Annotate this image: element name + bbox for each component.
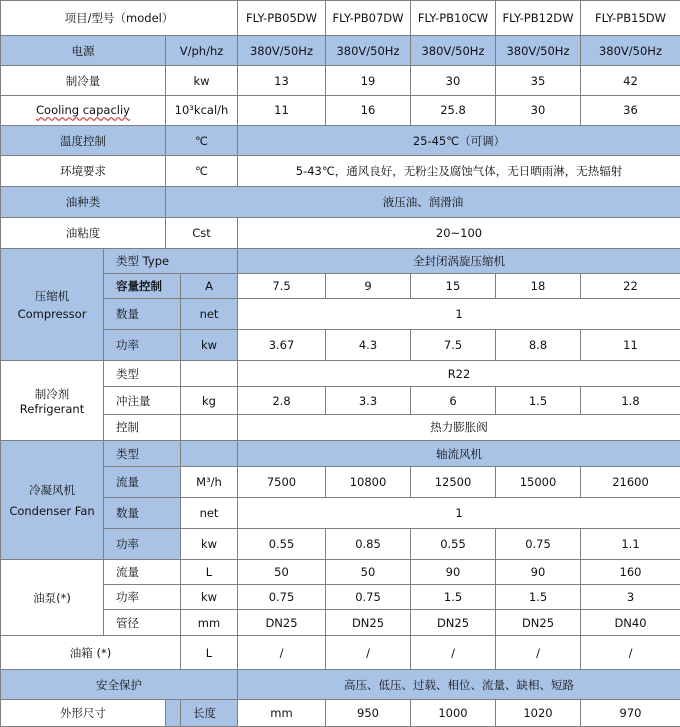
refrigerant-charge-value: 2.8 bbox=[238, 387, 326, 414]
cooling-kcal-row bbox=[1, 95, 680, 125]
fan-type-value: 轴流风机 bbox=[238, 441, 680, 467]
power-value: 380V/50Hz bbox=[326, 36, 411, 66]
fan-type-label: 类型 bbox=[104, 441, 181, 467]
power-label: 电源 bbox=[1, 36, 166, 66]
compressor-label-en: Compressor bbox=[17, 307, 87, 322]
capacity-control-value: 7.5 bbox=[238, 274, 326, 299]
pump-label: 油泵(*) bbox=[1, 559, 104, 636]
compressor-power-value: 7.5 bbox=[411, 330, 496, 361]
pump-power-label: 功率 bbox=[104, 585, 181, 610]
model-4: FLY-PB12DW bbox=[496, 1, 581, 36]
dimensions-label: 外形尺寸 bbox=[1, 700, 166, 727]
item-model-label: 项目/型号（model） bbox=[1, 1, 238, 36]
compressor-type-row bbox=[1, 249, 680, 274]
environment-label: 环境要求 bbox=[1, 156, 166, 187]
compressor-power-value: 11 bbox=[581, 330, 680, 361]
capacity-control-label: 容量控制 bbox=[104, 274, 181, 299]
fan-power-value: 1.1 bbox=[581, 529, 680, 560]
oil-viscosity-row bbox=[1, 218, 680, 249]
header-row bbox=[1, 1, 680, 36]
dim-length-unit: mm bbox=[238, 700, 326, 727]
temp-control-label: 温度控制 bbox=[1, 125, 166, 156]
pump-flow-value: 160 bbox=[581, 559, 680, 584]
fan-flow-value: 15000 bbox=[496, 467, 581, 498]
oil-tank-value: / bbox=[411, 636, 496, 669]
fan-power-value: 0.75 bbox=[496, 529, 581, 560]
cooling-kw-value: 13 bbox=[238, 66, 326, 96]
dim-length-value: 1000 bbox=[411, 700, 496, 727]
refrigerant-label bbox=[1, 361, 104, 441]
cooling-kw-value: 19 bbox=[326, 66, 411, 96]
temp-control-row bbox=[1, 125, 680, 156]
cooling-kw-value: 42 bbox=[581, 66, 680, 96]
capacity-control-value: 18 bbox=[496, 274, 581, 299]
dim-length-spacer bbox=[166, 700, 181, 727]
cooling-kw-label: 制冷量 bbox=[1, 66, 166, 96]
cooling-kcal-value: 36 bbox=[581, 95, 680, 125]
pump-power-value: 3 bbox=[581, 585, 680, 610]
pump-pipe-value: DN25 bbox=[238, 610, 326, 636]
fan-label-en: Condenser Fan bbox=[9, 503, 95, 518]
refrigerant-type-row bbox=[1, 361, 680, 387]
oil-type-row bbox=[1, 187, 680, 218]
cooling-kcal-label-cell bbox=[1, 95, 166, 125]
oil-tank-label: 油箱 (*) bbox=[1, 636, 181, 669]
pump-pipe-unit: mm bbox=[181, 610, 238, 636]
pump-pipe-value: DN40 bbox=[581, 610, 680, 636]
model-3: FLY-PB10CW bbox=[411, 1, 496, 36]
dim-length-value: 1020 bbox=[496, 700, 581, 727]
pump-flow-value: 50 bbox=[238, 559, 326, 584]
power-unit: V/ph/hz bbox=[166, 36, 238, 66]
fan-power-value: 0.55 bbox=[411, 529, 496, 560]
pump-pipe-value: DN25 bbox=[411, 610, 496, 636]
dim-length-value: 950 bbox=[326, 700, 411, 727]
model-2: FLY-PB07DW bbox=[326, 1, 411, 36]
fan-type-row bbox=[1, 441, 680, 467]
refrigerant-charge-unit: kg bbox=[181, 387, 238, 414]
capacity-control-value: 9 bbox=[326, 274, 411, 299]
fan-flow-value: 7500 bbox=[238, 467, 326, 498]
pump-pipe-value: DN25 bbox=[496, 610, 581, 636]
compressor-power-value: 8.8 bbox=[496, 330, 581, 361]
compressor-qty-unit: net bbox=[181, 299, 238, 330]
fan-power-value: 0.55 bbox=[238, 529, 326, 560]
pump-flow-value: 90 bbox=[411, 559, 496, 584]
cooling-kcal-value: 25.8 bbox=[411, 95, 496, 125]
compressor-power-value: 4.3 bbox=[326, 330, 411, 361]
fan-label-cn: 冷凝风机 bbox=[29, 482, 75, 497]
pump-flow-value: 90 bbox=[496, 559, 581, 584]
refrigerant-label-en: Refrigerant bbox=[19, 401, 85, 416]
safety-row bbox=[1, 669, 680, 700]
safety-value: 高压、低压、过载、相位、流量、缺相、短路 bbox=[238, 669, 680, 700]
oil-viscosity-value: 20~100 bbox=[238, 218, 680, 249]
cooling-kcal-label: Cooling capacliy bbox=[36, 103, 130, 118]
compressor-power-value: 3.67 bbox=[238, 330, 326, 361]
dim-length-row bbox=[1, 700, 680, 727]
model-1: FLY-PB05DW bbox=[238, 1, 326, 36]
temp-control-value: 25-45℃（可调） bbox=[238, 125, 680, 156]
pump-flow-label: 流量 bbox=[104, 559, 181, 584]
pump-power-value: 1.5 bbox=[496, 585, 581, 610]
cooling-kw-value: 30 bbox=[411, 66, 496, 96]
fan-qty-value: 1 bbox=[238, 498, 680, 529]
refrigerant-charge-value: 1.8 bbox=[581, 387, 680, 414]
fan-flow-unit: M³/h bbox=[181, 467, 238, 498]
oil-viscosity-unit: Cst bbox=[166, 218, 238, 249]
power-value: 380V/50Hz bbox=[496, 36, 581, 66]
refrigerant-charge-value: 6 bbox=[411, 387, 496, 414]
compressor-type-value: 全封闭涡旋压缩机 bbox=[238, 249, 680, 274]
power-value: 380V/50Hz bbox=[411, 36, 496, 66]
compressor-power-unit: kw bbox=[181, 330, 238, 361]
fan-qty-unit: net bbox=[181, 498, 238, 529]
refrigerant-type-value: R22 bbox=[238, 361, 680, 387]
compressor-label-cn: 压缩机 bbox=[34, 289, 70, 304]
fan-power-value: 0.85 bbox=[326, 529, 411, 560]
compressor-type-label: 类型 Type bbox=[104, 249, 238, 274]
refrigerant-control-value: 热力膨胀阀 bbox=[238, 414, 680, 440]
cooling-kcal-value: 11 bbox=[238, 95, 326, 125]
environment-row bbox=[1, 156, 680, 187]
power-row bbox=[1, 36, 680, 66]
pump-pipe-value: DN25 bbox=[326, 610, 411, 636]
safety-label: 安全保护 bbox=[1, 669, 238, 700]
refrigerant-charge-value: 3.3 bbox=[326, 387, 411, 414]
fan-type-unit bbox=[181, 441, 238, 467]
fan-qty-label: 数量 bbox=[104, 498, 181, 529]
pump-power-value: 0.75 bbox=[238, 585, 326, 610]
temp-control-unit: ℃ bbox=[166, 125, 238, 156]
pump-power-value: 1.5 bbox=[411, 585, 496, 610]
oil-tank-value: / bbox=[238, 636, 326, 669]
oil-tank-unit: L bbox=[181, 636, 238, 669]
oil-type-label: 油种类 bbox=[1, 187, 166, 218]
environment-value: 5-43℃，通风良好，无粉尘及腐蚀气体，无日晒雨淋，无热辐射 bbox=[238, 156, 680, 187]
compressor-power-label: 功率 bbox=[104, 330, 181, 361]
oil-tank-row bbox=[1, 636, 680, 669]
power-value: 380V/50Hz bbox=[238, 36, 326, 66]
pump-pipe-label: 管径 bbox=[104, 610, 181, 636]
refrigerant-type-label: 类型 bbox=[104, 361, 181, 387]
refrigerant-charge-value: 1.5 bbox=[496, 387, 581, 414]
fan-power-label: 功率 bbox=[104, 529, 181, 560]
pump-flow-row bbox=[1, 559, 680, 584]
fan-flow-value: 21600 bbox=[581, 467, 680, 498]
cooling-kw-value: 35 bbox=[496, 66, 581, 96]
compressor-label bbox=[1, 249, 104, 361]
fan-flow-value: 10800 bbox=[326, 467, 411, 498]
power-value: 380V/50Hz bbox=[581, 36, 680, 66]
fan-power-unit: kw bbox=[181, 529, 238, 560]
cooling-kcal-unit: 10³kcal/h bbox=[166, 95, 238, 125]
model-5: FLY-PB15DW bbox=[581, 1, 680, 36]
dim-length-value: 970 bbox=[581, 700, 680, 727]
cooling-kcal-value: 30 bbox=[496, 95, 581, 125]
pump-flow-value: 50 bbox=[326, 559, 411, 584]
oil-viscosity-label: 油粘度 bbox=[1, 218, 166, 249]
fan-label bbox=[1, 441, 104, 560]
refrigerant-charge-label: 冲注量 bbox=[104, 387, 181, 414]
environment-unit: ℃ bbox=[166, 156, 238, 187]
fan-flow-label: 流量 bbox=[104, 467, 181, 498]
dim-length-label: 长度 bbox=[181, 700, 238, 727]
oil-tank-value: / bbox=[581, 636, 680, 669]
refrigerant-control-unit bbox=[181, 414, 238, 440]
pump-power-unit: kw bbox=[181, 585, 238, 610]
refrigerant-label-cn: 制冷剂 bbox=[34, 386, 70, 401]
capacity-control-value: 15 bbox=[411, 274, 496, 299]
cooling-kw-unit: kw bbox=[166, 66, 238, 96]
refrigerant-type-unit bbox=[181, 361, 238, 387]
compressor-qty-label: 数量 bbox=[104, 299, 181, 330]
capacity-control-value: 22 bbox=[581, 274, 680, 299]
oil-type-value: 液压油、润滑油 bbox=[166, 187, 680, 218]
capacity-control-unit: A bbox=[181, 274, 238, 299]
oil-tank-value: / bbox=[326, 636, 411, 669]
oil-tank-value: / bbox=[496, 636, 581, 669]
pump-power-value: 0.75 bbox=[326, 585, 411, 610]
compressor-qty-value: 1 bbox=[238, 299, 680, 330]
fan-flow-value: 12500 bbox=[411, 467, 496, 498]
refrigerant-control-label: 控制 bbox=[104, 414, 181, 440]
pump-flow-unit: L bbox=[181, 559, 238, 584]
cooling-kw-row bbox=[1, 66, 680, 96]
cooling-kcal-value: 16 bbox=[326, 95, 411, 125]
